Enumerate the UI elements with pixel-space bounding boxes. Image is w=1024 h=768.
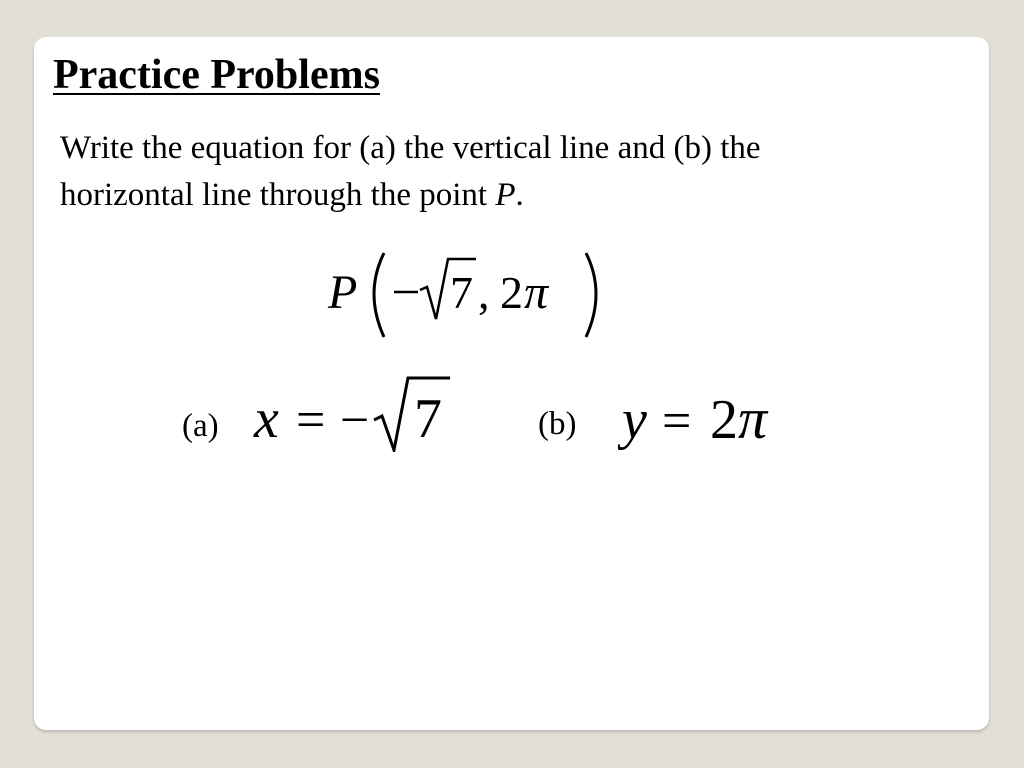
slide-title: Practice Problems	[53, 52, 380, 98]
right-parenthesis	[586, 253, 596, 337]
prompt-line-2: horizontal line through the point	[60, 177, 496, 213]
point-name: P	[328, 266, 358, 319]
left-parenthesis	[374, 253, 384, 337]
answer-a-equation	[250, 372, 460, 452]
answer-a-minus: −	[340, 392, 370, 449]
answer-b-equation	[618, 388, 798, 468]
point-expression	[320, 245, 620, 345]
answer-b-label: (b)	[538, 406, 577, 442]
point-y-symbol: π	[524, 266, 549, 319]
answer-a-label: (a)	[182, 408, 219, 444]
answer-b-value: 2	[710, 389, 738, 451]
answer-a-radicand: 7	[414, 388, 442, 450]
answer-a-equals: =	[296, 392, 326, 449]
problem-prompt	[60, 125, 960, 219]
comma: ,	[478, 267, 490, 318]
answer-a-variable: x	[254, 388, 279, 450]
answer-b-symbol: π	[738, 388, 768, 451]
prompt-period: .	[515, 177, 524, 213]
answer-b-equals: =	[662, 393, 692, 450]
answer-b-variable: y	[622, 389, 647, 451]
point-y-value: 2	[500, 267, 523, 318]
prompt-point-name: P	[495, 177, 516, 213]
point-x-radicand: 7	[450, 267, 473, 318]
prompt-line-1: Write the equation for (a) the vertical line and (b) the	[60, 130, 761, 166]
